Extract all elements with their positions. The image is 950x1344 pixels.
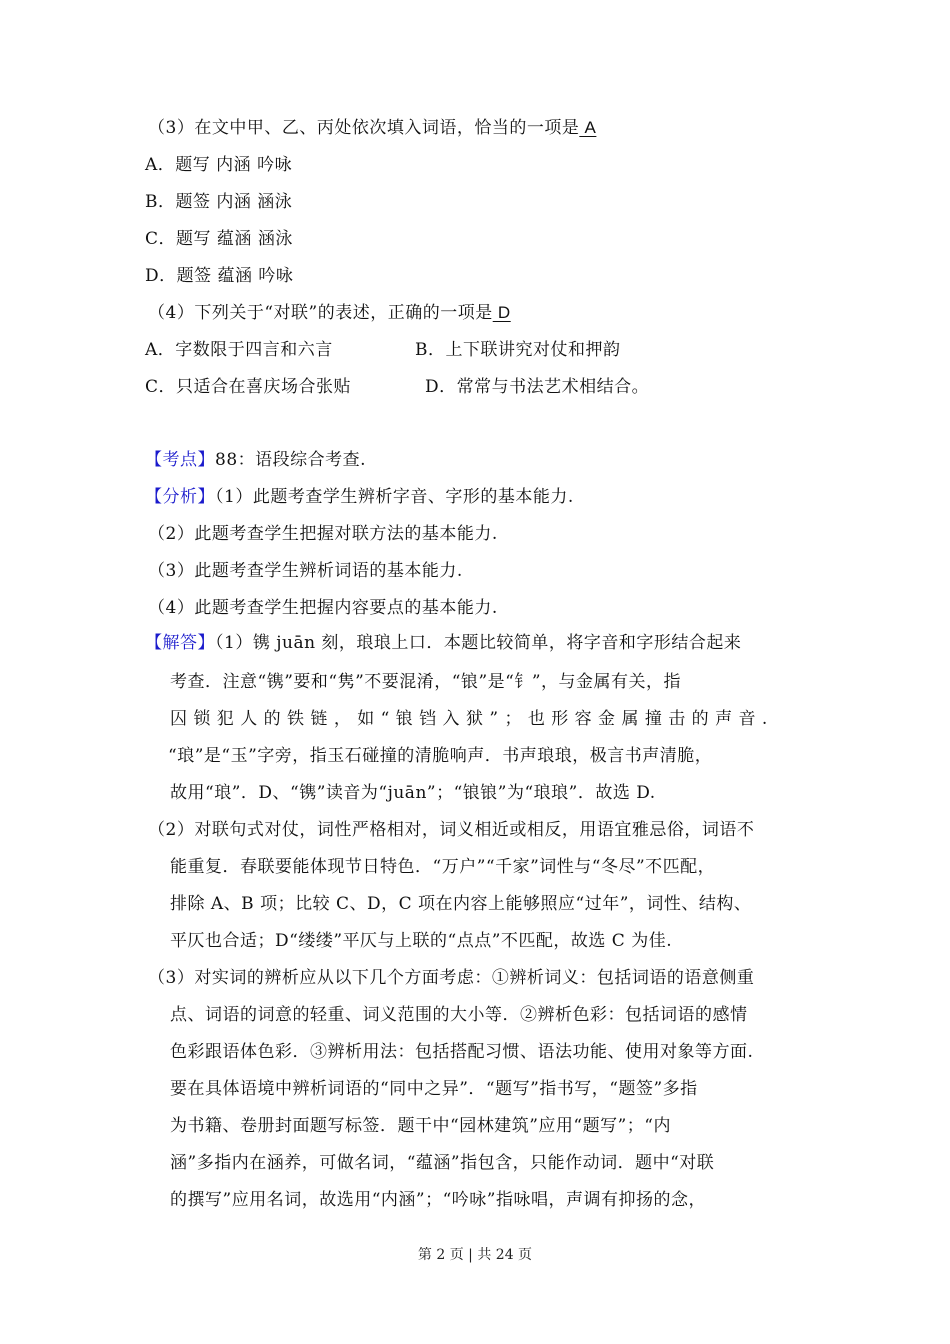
fenxi-line-3: （3）此题考查学生辨析词语的基本能力. bbox=[148, 561, 463, 581]
jieda-part1-line-5: 故用“琅”．D、“镌”读音为“juān”；“锒锒”为“琅琅”．故选 D. bbox=[170, 783, 656, 803]
question-3-option-b: B．题签 内涵 涵泳 bbox=[145, 192, 293, 212]
question-3-stem bbox=[148, 116, 596, 140]
fenxi-section bbox=[145, 485, 574, 509]
question-3-option-a: A．题写 内涵 吟咏 bbox=[145, 155, 293, 175]
jieda-part3-line-3: 色彩跟语体色彩．③辨析用法：包括搭配习惯、语法功能、使用对象等方面. bbox=[170, 1042, 754, 1062]
jieda-part1-line-1: （1）镌 juān 刻，琅琅上口．本题比较简单，将字音和字形结合起来 bbox=[215, 633, 742, 653]
question-3-text: （3）在文中甲、乙、丙处依次填入词语，恰当的一项是 bbox=[148, 118, 580, 138]
jieda-part2-line-4: 平仄也合适；D“缕缕”平仄与上联的“点点”不匹配，故选 C 为佳. bbox=[170, 931, 673, 951]
question-4-option-a: A．字数限于四言和六言 bbox=[145, 340, 333, 360]
jieda-part2-line-1: （2）对联句式对仗，词性严格相对，词义相近或相反，用语宜雅忌俗，词语不 bbox=[148, 820, 755, 840]
jieda-part2-line-2: 能重复．春联要能体现节日特色．“万户”“千家”词性与“冬尽”不匹配， bbox=[170, 857, 716, 877]
question-4-answer: D bbox=[492, 303, 511, 322]
question-3-answer: A bbox=[579, 118, 597, 137]
jieda-part3-line-7: 的撰写”应用名词，故选用“内涵”；“吟咏”指咏唱，声调有抑扬的念， bbox=[170, 1190, 706, 1210]
jieda-part1-line-3: 囚 锁 犯 人 的 铁 链 ， 如 “ 锒 铛 入 狱 ” ； 也 形 容 金 属 撞 击 的 声 音 . bbox=[170, 709, 768, 729]
kaodian-text: 88：语段综合考查. bbox=[215, 450, 367, 470]
jieda-part3-line-5: 为书籍、卷册封面题写标签．题干中“园林建筑”应用“题写”；“内 bbox=[170, 1116, 671, 1136]
question-4-stem bbox=[148, 301, 511, 325]
jieda-part1-line-2: 考查．注意“镌”要和“隽”不要混淆，“锒”是“钅”，与金属有关，指 bbox=[170, 672, 682, 692]
fenxi-label: 【分析】 bbox=[145, 487, 215, 507]
jieda-part3-line-1: （3）对实词的辨析应从以下几个方面考虑：①辨析词义：包括词语的语意侧重 bbox=[148, 968, 755, 988]
fenxi-line-1: （1）此题考查学生辨析字音、字形的基本能力. bbox=[215, 487, 574, 507]
fenxi-line-4: （4）此题考查学生把握内容要点的基本能力. bbox=[148, 598, 498, 618]
jieda-part3-line-2: 点、词语的词意的轻重、词义范围的大小等．②辨析色彩：包括词语的感情 bbox=[170, 1005, 748, 1025]
jieda-part3-line-4: 要在具体语境中辨析词语的“同中之异”．“题写”指书写，“题签”多指 bbox=[170, 1079, 698, 1099]
question-4-option-b: B．上下联讲究对仗和押韵 bbox=[415, 340, 621, 360]
jieda-label: 【解答】 bbox=[145, 633, 215, 653]
jieda-part2-line-3: 排除 A、B 项；比较 C、D，C 项在内容上能够照应“过年”，词性、结构、 bbox=[170, 894, 752, 914]
kaodian-section bbox=[145, 448, 366, 472]
question-4-text: （4）下列关于“对联”的表述，正确的一项是 bbox=[148, 303, 493, 323]
jieda-section bbox=[145, 631, 741, 655]
jieda-part3-line-6: 涵”多指内在涵养，可做名词，“蕴涵”指包含，只能作动词．题中“对联 bbox=[170, 1153, 715, 1173]
question-3-option-d: D．题签 蕴涵 吟咏 bbox=[145, 266, 294, 286]
question-4-option-c: C．只适合在喜庆场合张贴 bbox=[145, 377, 352, 397]
fenxi-line-2: （2）此题考查学生把握对联方法的基本能力. bbox=[148, 524, 498, 544]
page-indicator: 第 2 页 | 共 24 页 bbox=[417, 1247, 533, 1263]
jieda-part1-line-4: “琅”是“玉”字旁，指玉石碰撞的清脆响声．书声琅琅，极言书声清脆， bbox=[168, 746, 713, 766]
question-3-option-c: C．题写 蕴涵 涵泳 bbox=[145, 229, 293, 249]
question-4-option-d: D．常常与书法艺术相结合。 bbox=[425, 377, 650, 397]
kaodian-label: 【考点】 bbox=[145, 450, 215, 470]
